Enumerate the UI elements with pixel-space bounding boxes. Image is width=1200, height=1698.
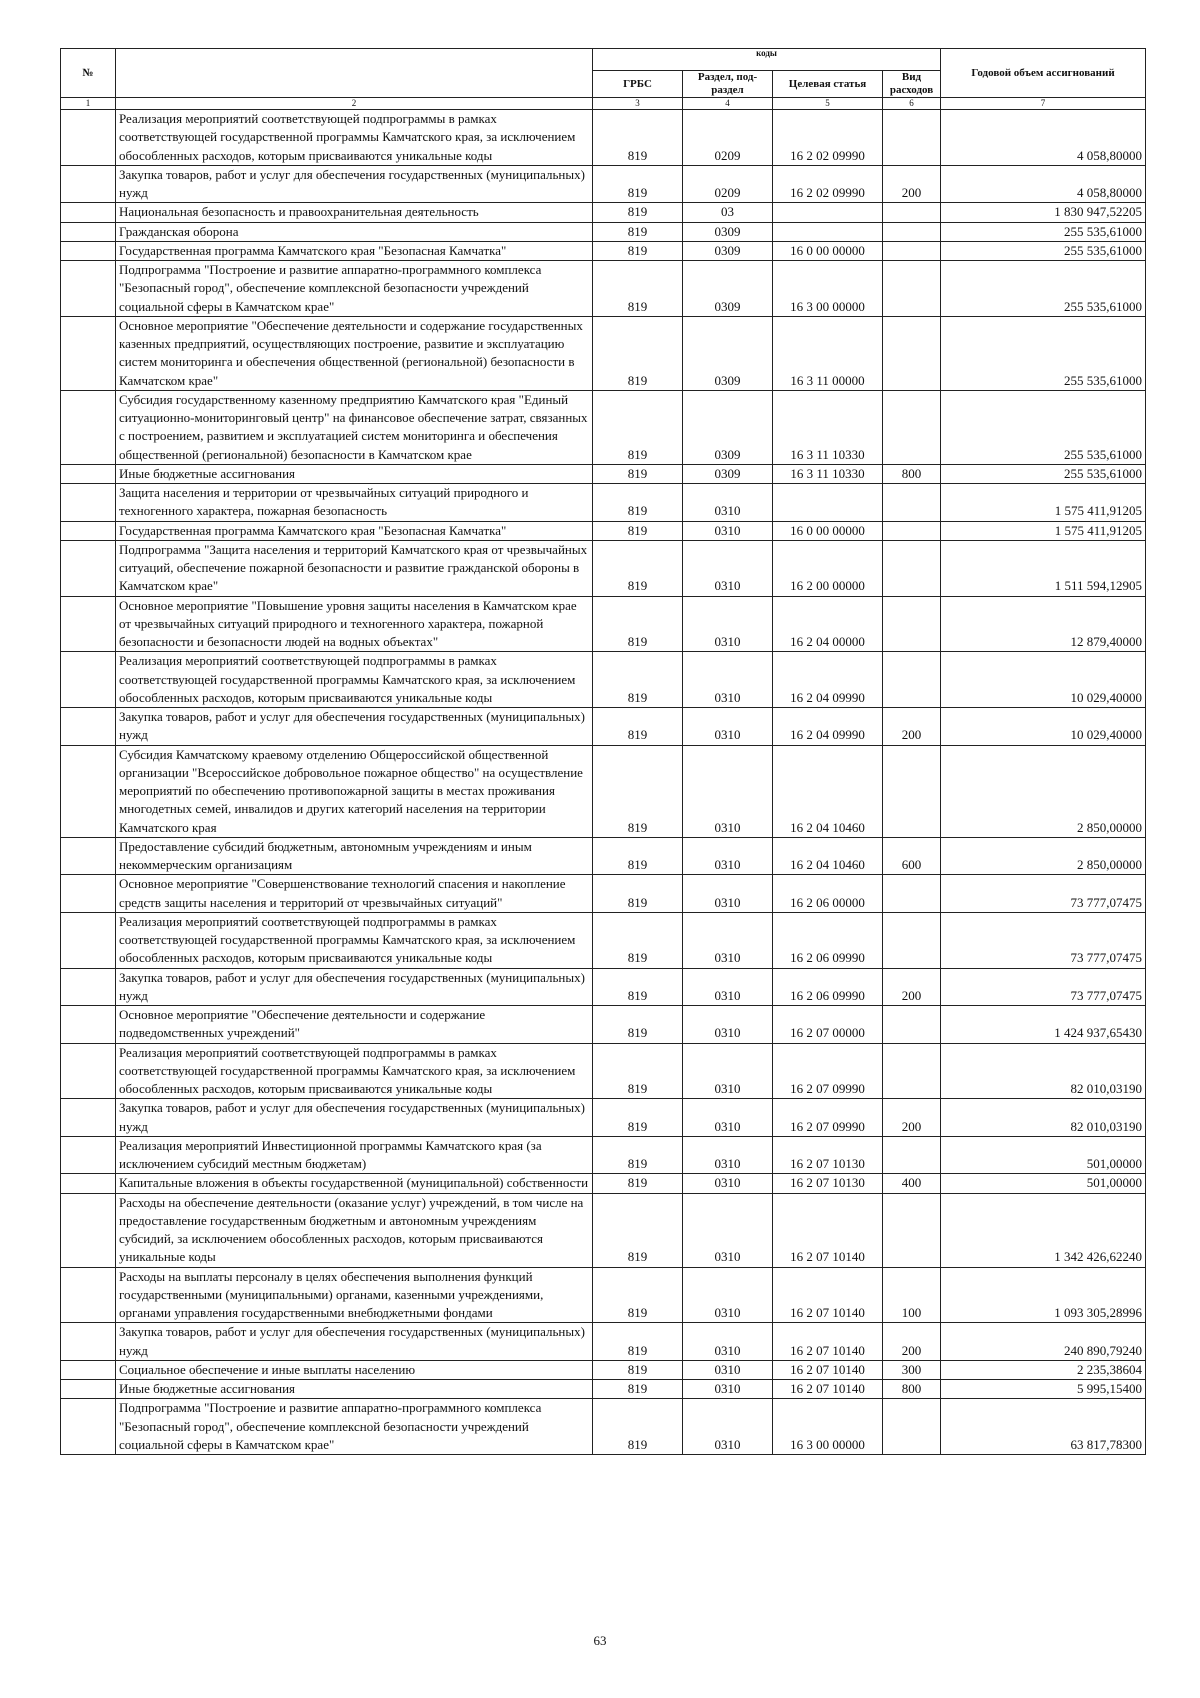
row-amount-cell: 240 890,79240 — [941, 1323, 1146, 1361]
row-target-cell: 16 2 07 09990 — [773, 1043, 883, 1099]
row-num-cell — [61, 1174, 116, 1193]
row-amount-cell: 255 535,61000 — [941, 316, 1146, 390]
row-name-cell: Основное мероприятие "Повышение уровня защиты населения в Камчатском крае от чрезвычайных ситуаций природного и техногенного характера, пожарной безопасности и безопасности людей на водных объектах" — [116, 596, 593, 652]
table-row — [61, 596, 1146, 652]
row-grbs-cell: 819 — [593, 241, 683, 260]
row-name-cell: Подпрограмма "Построение и развитие аппаратно-программного комплекса "Безопасный город", обеспечение комплексной безопасности учреждений социальной сферы в Камчатском крае" — [116, 1399, 593, 1455]
row-amount-cell: 82 010,03190 — [941, 1099, 1146, 1137]
table-row — [61, 912, 1146, 968]
row-target-cell: 16 2 04 09990 — [773, 708, 883, 746]
row-grbs-cell: 819 — [593, 316, 683, 390]
row-target-cell: 16 2 07 10140 — [773, 1267, 883, 1323]
index-cell: 5 — [773, 98, 883, 110]
row-type-cell: 300 — [883, 1360, 941, 1379]
header-amount: Годовой объем ассигнований — [941, 49, 1146, 98]
row-section-cell: 0310 — [683, 1099, 773, 1137]
row-amount-cell: 1 342 426,62240 — [941, 1193, 1146, 1267]
row-section-cell: 0310 — [683, 1380, 773, 1399]
table-row — [61, 745, 1146, 837]
row-num-cell — [61, 390, 116, 464]
row-amount-cell: 73 777,07475 — [941, 968, 1146, 1006]
row-amount-cell: 1 511 594,12905 — [941, 540, 1146, 596]
row-name-cell: Социальное обеспечение и иные выплаты населению — [116, 1360, 593, 1379]
row-name-cell: Расходы на обеспечение деятельности (оказание услуг) учреждений, в том числе на предоставление государственным бюджетным и автономным учреждениям субсидий, за исключением обособленных расходов, которым присваиваются уникальные коды — [116, 1193, 593, 1267]
row-grbs-cell: 819 — [593, 596, 683, 652]
row-type-cell: 800 — [883, 1380, 941, 1399]
table-row — [61, 316, 1146, 390]
row-num-cell — [61, 1193, 116, 1267]
table-row — [61, 1323, 1146, 1361]
table-row — [61, 203, 1146, 222]
table-row — [61, 165, 1146, 203]
budget-table — [60, 48, 1146, 1455]
row-target-cell: 16 3 11 10330 — [773, 390, 883, 464]
row-amount-cell: 2 850,00000 — [941, 745, 1146, 837]
row-section-cell: 0209 — [683, 165, 773, 203]
row-grbs-cell: 819 — [593, 745, 683, 837]
header-expense-type: Вид расходов — [883, 71, 941, 98]
row-grbs-cell: 819 — [593, 1136, 683, 1174]
row-grbs-cell: 819 — [593, 1006, 683, 1044]
row-grbs-cell: 819 — [593, 261, 683, 317]
row-type-cell — [883, 316, 941, 390]
row-amount-cell: 255 535,61000 — [941, 241, 1146, 260]
row-name-cell: Основное мероприятие "Обеспечение деятельности и содержание подведомственных учреждений" — [116, 1006, 593, 1044]
budget-page — [60, 48, 1145, 1455]
row-target-cell: 16 2 06 09990 — [773, 968, 883, 1006]
row-target-cell: 16 2 02 09990 — [773, 110, 883, 166]
row-grbs-cell: 819 — [593, 1323, 683, 1361]
row-name-cell: Гражданская оборона — [116, 222, 593, 241]
row-amount-cell: 1 575 411,91205 — [941, 484, 1146, 522]
row-grbs-cell: 819 — [593, 464, 683, 483]
row-num-cell — [61, 837, 116, 875]
row-num-cell — [61, 652, 116, 708]
row-target-cell: 16 2 06 00000 — [773, 875, 883, 913]
page-number: 63 — [593, 1633, 607, 1648]
row-target-cell: 16 2 07 09990 — [773, 1099, 883, 1137]
row-amount-cell: 4 058,80000 — [941, 110, 1146, 166]
header-num: № — [61, 49, 116, 98]
row-section-cell: 0310 — [683, 708, 773, 746]
row-grbs-cell: 819 — [593, 1380, 683, 1399]
row-section-cell: 0310 — [683, 745, 773, 837]
row-num-cell — [61, 875, 116, 913]
row-num-cell — [61, 261, 116, 317]
row-type-cell — [883, 484, 941, 522]
row-type-cell — [883, 241, 941, 260]
row-grbs-cell: 819 — [593, 1174, 683, 1193]
row-section-cell: 0310 — [683, 652, 773, 708]
row-name-cell: Закупка товаров, работ и услуг для обеспечения государственных (муниципальных) нужд — [116, 1099, 593, 1137]
row-section-cell: 0310 — [683, 1136, 773, 1174]
row-grbs-cell: 819 — [593, 521, 683, 540]
row-num-cell — [61, 203, 116, 222]
row-num-cell — [61, 1043, 116, 1099]
table-row — [61, 652, 1146, 708]
row-num-cell — [61, 222, 116, 241]
row-target-cell — [773, 222, 883, 241]
row-name-cell: Основное мероприятие "Обеспечение деятельности и содержание государственных казенных предприятий, осуществляющих построение, развитие и эксплуатацию систем мониторинга и обеспечения общественной (региональной) безопасности в Камчатском крае" — [116, 316, 593, 390]
table-row — [61, 1360, 1146, 1379]
table-row — [61, 837, 1146, 875]
row-num-cell — [61, 596, 116, 652]
table-row — [61, 241, 1146, 260]
row-section-cell: 0209 — [683, 110, 773, 166]
row-type-cell — [883, 390, 941, 464]
row-type-cell — [883, 1006, 941, 1044]
row-name-cell: Реализация мероприятий Инвестиционной программы Камчатского края (за исключением субсидий местным бюджетам) — [116, 1136, 593, 1174]
row-name-cell: Закупка товаров, работ и услуг для обеспечения государственных (муниципальных) нужд — [116, 1323, 593, 1361]
row-target-cell — [773, 484, 883, 522]
row-name-cell: Реализация мероприятий соответствующей подпрограммы в рамках соответствующей государственной программы Камчатского края, за исключением обособленных расходов, которым присваиваются уникальные коды — [116, 652, 593, 708]
row-type-cell — [883, 596, 941, 652]
row-grbs-cell: 819 — [593, 1043, 683, 1099]
row-grbs-cell: 819 — [593, 484, 683, 522]
row-num-cell — [61, 912, 116, 968]
row-section-cell: 0310 — [683, 1043, 773, 1099]
row-target-cell: 16 2 04 00000 — [773, 596, 883, 652]
row-section-cell: 0309 — [683, 261, 773, 317]
row-num-cell — [61, 745, 116, 837]
row-name-cell: Подпрограмма "Построение и развитие аппаратно-программного комплекса "Безопасный город", обеспечение комплексной безопасности учреждений социальной сферы в Камчатском крае" — [116, 261, 593, 317]
row-type-cell — [883, 1193, 941, 1267]
row-type-cell: 100 — [883, 1267, 941, 1323]
row-type-cell — [883, 1399, 941, 1455]
row-section-cell: 0309 — [683, 241, 773, 260]
row-type-cell — [883, 1043, 941, 1099]
row-section-cell: 0310 — [683, 912, 773, 968]
row-amount-cell: 255 535,61000 — [941, 390, 1146, 464]
row-section-cell: 0310 — [683, 521, 773, 540]
row-grbs-cell: 819 — [593, 1193, 683, 1267]
row-grbs-cell: 819 — [593, 912, 683, 968]
row-grbs-cell: 819 — [593, 222, 683, 241]
row-target-cell: 16 3 00 00000 — [773, 261, 883, 317]
row-name-cell: Национальная безопасность и правоохранительная деятельность — [116, 203, 593, 222]
header-section: Раздел, под-раздел — [683, 71, 773, 98]
row-type-cell — [883, 540, 941, 596]
row-amount-cell: 10 029,40000 — [941, 652, 1146, 708]
table-body — [61, 110, 1146, 1455]
row-type-cell — [883, 875, 941, 913]
row-amount-cell: 1 575 411,91205 — [941, 521, 1146, 540]
row-type-cell: 200 — [883, 165, 941, 203]
row-section-cell: 0310 — [683, 1193, 773, 1267]
row-type-cell: 200 — [883, 1099, 941, 1137]
row-section-cell: 0309 — [683, 390, 773, 464]
row-target-cell: 16 2 04 09990 — [773, 652, 883, 708]
row-name-cell: Расходы на выплаты персоналу в целях обеспечения выполнения функций государственными (муниципальными) органами, казенными учреждениями, органами управления государственными внебюджетными фондами — [116, 1267, 593, 1323]
row-grbs-cell: 819 — [593, 652, 683, 708]
row-section-cell: 0310 — [683, 1174, 773, 1193]
row-amount-cell: 1 830 947,52205 — [941, 203, 1146, 222]
table-row — [61, 1193, 1146, 1267]
row-section-cell: 0310 — [683, 875, 773, 913]
row-target-cell: 16 2 06 09990 — [773, 912, 883, 968]
row-name-cell: Реализация мероприятий соответствующей подпрограммы в рамках соответствующей государственной программы Камчатского края, за исключением обособленных расходов, которым присваиваются уникальные коды — [116, 1043, 593, 1099]
row-amount-cell: 255 535,61000 — [941, 261, 1146, 317]
row-grbs-cell: 819 — [593, 110, 683, 166]
row-amount-cell: 255 535,61000 — [941, 464, 1146, 483]
row-name-cell: Реализация мероприятий соответствующей подпрограммы в рамках соответствующей государственной программы Камчатского края, за исключением обособленных расходов, которым присваиваются уникальные коды — [116, 110, 593, 166]
row-type-cell — [883, 222, 941, 241]
row-num-cell — [61, 464, 116, 483]
row-section-cell: 0310 — [683, 1267, 773, 1323]
row-section-cell: 0309 — [683, 316, 773, 390]
row-name-cell: Иные бюджетные ассигнования — [116, 1380, 593, 1399]
row-num-cell — [61, 1380, 116, 1399]
index-cell: 3 — [593, 98, 683, 110]
row-target-cell: 16 2 07 10140 — [773, 1360, 883, 1379]
row-type-cell: 200 — [883, 968, 941, 1006]
row-amount-cell: 2 235,38604 — [941, 1360, 1146, 1379]
row-target-cell: 16 2 07 00000 — [773, 1006, 883, 1044]
row-grbs-cell: 819 — [593, 165, 683, 203]
row-amount-cell: 10 029,40000 — [941, 708, 1146, 746]
row-target-cell: 16 3 00 00000 — [773, 1399, 883, 1455]
row-name-cell: Подпрограмма "Защита населения и территорий Камчатского края от чрезвычайных ситуаций, обеспечение пожарной безопасности и развитие гражданской обороны в Камчатском крае" — [116, 540, 593, 596]
table-row — [61, 1006, 1146, 1044]
index-cell: 1 — [61, 98, 116, 110]
row-amount-cell: 73 777,07475 — [941, 875, 1146, 913]
row-amount-cell: 501,00000 — [941, 1136, 1146, 1174]
row-type-cell: 600 — [883, 837, 941, 875]
row-name-cell: Предоставление субсидий бюджетным, автономным учреждениям и иным некоммерческим организациям — [116, 837, 593, 875]
table-row — [61, 1099, 1146, 1137]
row-grbs-cell: 819 — [593, 1360, 683, 1379]
row-type-cell: 200 — [883, 1323, 941, 1361]
header-index-row — [61, 98, 1146, 110]
row-num-cell — [61, 708, 116, 746]
row-type-cell — [883, 110, 941, 166]
row-grbs-cell: 819 — [593, 837, 683, 875]
row-type-cell — [883, 261, 941, 317]
row-grbs-cell: 819 — [593, 540, 683, 596]
row-target-cell: 16 2 07 10130 — [773, 1136, 883, 1174]
table-row — [61, 540, 1146, 596]
row-target-cell: 16 3 11 00000 — [773, 316, 883, 390]
row-num-cell — [61, 241, 116, 260]
row-name-cell: Субсидия Камчатскому краевому отделению Общероссийской общественной организации "Всероссийское добровольное пожарное общество" на осуществление мероприятий по обеспечению противопожарной защиты в местах проживания многодетных семей, инвалидов и других категорий населения на территории Камчатского края — [116, 745, 593, 837]
row-num-cell — [61, 521, 116, 540]
row-grbs-cell: 819 — [593, 1099, 683, 1137]
index-cell: 7 — [941, 98, 1146, 110]
row-num-cell — [61, 1006, 116, 1044]
index-cell: 2 — [116, 98, 593, 110]
table-row — [61, 390, 1146, 464]
row-type-cell — [883, 912, 941, 968]
table-header — [61, 49, 1146, 110]
row-section-cell: 0310 — [683, 1323, 773, 1361]
row-type-cell — [883, 203, 941, 222]
index-cell: 4 — [683, 98, 773, 110]
row-amount-cell: 501,00000 — [941, 1174, 1146, 1193]
table-row — [61, 464, 1146, 483]
row-section-cell: 0309 — [683, 464, 773, 483]
table-row — [61, 1136, 1146, 1174]
row-target-cell: 16 2 00 00000 — [773, 540, 883, 596]
row-target-cell: 16 2 04 10460 — [773, 745, 883, 837]
row-name-cell: Защита населения и территории от чрезвычайных ситуаций природного и техногенного характера, пожарная безопасность — [116, 484, 593, 522]
row-target-cell — [773, 203, 883, 222]
row-grbs-cell: 819 — [593, 1399, 683, 1455]
table-row — [61, 1267, 1146, 1323]
row-section-cell: 0310 — [683, 837, 773, 875]
row-num-cell — [61, 1360, 116, 1379]
row-target-cell: 16 2 04 10460 — [773, 837, 883, 875]
row-type-cell: 800 — [883, 464, 941, 483]
row-num-cell — [61, 316, 116, 390]
row-name-cell: Иные бюджетные ассигнования — [116, 464, 593, 483]
row-grbs-cell: 819 — [593, 968, 683, 1006]
row-amount-cell: 82 010,03190 — [941, 1043, 1146, 1099]
table-row — [61, 968, 1146, 1006]
row-grbs-cell: 819 — [593, 203, 683, 222]
row-num-cell — [61, 1323, 116, 1361]
row-name-cell: Капитальные вложения в объекты государственной (муниципальной) собственности — [116, 1174, 593, 1193]
row-section-cell: 0310 — [683, 596, 773, 652]
row-section-cell: 03 — [683, 203, 773, 222]
row-amount-cell: 12 879,40000 — [941, 596, 1146, 652]
table-row — [61, 1399, 1146, 1455]
row-target-cell: 16 3 11 10330 — [773, 464, 883, 483]
row-section-cell: 0310 — [683, 1360, 773, 1379]
row-section-cell: 0310 — [683, 540, 773, 596]
table-row — [61, 1174, 1146, 1193]
row-type-cell: 200 — [883, 708, 941, 746]
table-row — [61, 261, 1146, 317]
row-section-cell: 0310 — [683, 968, 773, 1006]
row-type-cell: 400 — [883, 1174, 941, 1193]
row-num-cell — [61, 968, 116, 1006]
header-codes: коды — [593, 49, 941, 71]
row-amount-cell: 255 535,61000 — [941, 222, 1146, 241]
row-amount-cell: 1 424 937,65430 — [941, 1006, 1146, 1044]
row-name-cell: Субсидия государственному казенному предприятию Камчатского края "Единый ситуационно-мониторинговый центр" на финансовое обеспечение затрат, связанных с построением, развитием и эксплуатацией систем мониторинга и обеспечения общественной (региональной) безопасности в Камчатском крае — [116, 390, 593, 464]
row-num-cell — [61, 1399, 116, 1455]
table-row — [61, 1380, 1146, 1399]
row-target-cell: 16 2 07 10140 — [773, 1193, 883, 1267]
header-target: Целевая статья — [773, 71, 883, 98]
row-grbs-cell: 819 — [593, 1267, 683, 1323]
row-name-cell: Государственная программа Камчатского края "Безопасная Камчатка" — [116, 241, 593, 260]
row-num-cell — [61, 165, 116, 203]
header-grbs: ГРБС — [593, 71, 683, 98]
index-cell: 6 — [883, 98, 941, 110]
row-name-cell: Закупка товаров, работ и услуг для обеспечения государственных (муниципальных) нужд — [116, 968, 593, 1006]
row-num-cell — [61, 484, 116, 522]
row-target-cell: 16 2 07 10130 — [773, 1174, 883, 1193]
row-name-cell: Закупка товаров, работ и услуг для обеспечения государственных (муниципальных) нужд — [116, 708, 593, 746]
row-target-cell: 16 0 00 00000 — [773, 521, 883, 540]
row-target-cell: 16 2 07 10140 — [773, 1323, 883, 1361]
row-num-cell — [61, 1136, 116, 1174]
row-type-cell — [883, 1136, 941, 1174]
row-section-cell: 0309 — [683, 222, 773, 241]
row-type-cell — [883, 745, 941, 837]
row-target-cell: 16 0 00 00000 — [773, 241, 883, 260]
row-grbs-cell: 819 — [593, 708, 683, 746]
table-row — [61, 222, 1146, 241]
row-amount-cell: 4 058,80000 — [941, 165, 1146, 203]
row-target-cell: 16 2 02 09990 — [773, 165, 883, 203]
row-amount-cell: 5 995,15400 — [941, 1380, 1146, 1399]
row-name-cell: Реализация мероприятий соответствующей подпрограммы в рамках соответствующей государственной программы Камчатского края, за исключением обособленных расходов, которым присваиваются уникальные коды — [116, 912, 593, 968]
row-type-cell — [883, 521, 941, 540]
row-amount-cell: 73 777,07475 — [941, 912, 1146, 968]
row-name-cell: Основное мероприятие "Совершенствование технологий спасения и накопление средств защиты населения и территорий от чрезвычайных ситуаций" — [116, 875, 593, 913]
row-section-cell: 0310 — [683, 1399, 773, 1455]
header-name — [116, 49, 593, 98]
table-row — [61, 875, 1146, 913]
row-section-cell: 0310 — [683, 1006, 773, 1044]
table-row — [61, 110, 1146, 166]
row-name-cell: Государственная программа Камчатского края "Безопасная Камчатка" — [116, 521, 593, 540]
row-section-cell: 0310 — [683, 484, 773, 522]
table-row — [61, 521, 1146, 540]
row-grbs-cell: 819 — [593, 390, 683, 464]
row-amount-cell: 2 850,00000 — [941, 837, 1146, 875]
row-amount-cell: 1 093 305,28996 — [941, 1267, 1146, 1323]
row-num-cell — [61, 110, 116, 166]
table-row — [61, 708, 1146, 746]
row-amount-cell: 63 817,78300 — [941, 1399, 1146, 1455]
row-grbs-cell: 819 — [593, 875, 683, 913]
row-target-cell: 16 2 07 10140 — [773, 1380, 883, 1399]
row-type-cell — [883, 652, 941, 708]
row-num-cell — [61, 540, 116, 596]
table-row — [61, 484, 1146, 522]
row-num-cell — [61, 1267, 116, 1323]
row-num-cell — [61, 1099, 116, 1137]
table-row — [61, 1043, 1146, 1099]
row-name-cell: Закупка товаров, работ и услуг для обеспечения государственных (муниципальных) нужд — [116, 165, 593, 203]
